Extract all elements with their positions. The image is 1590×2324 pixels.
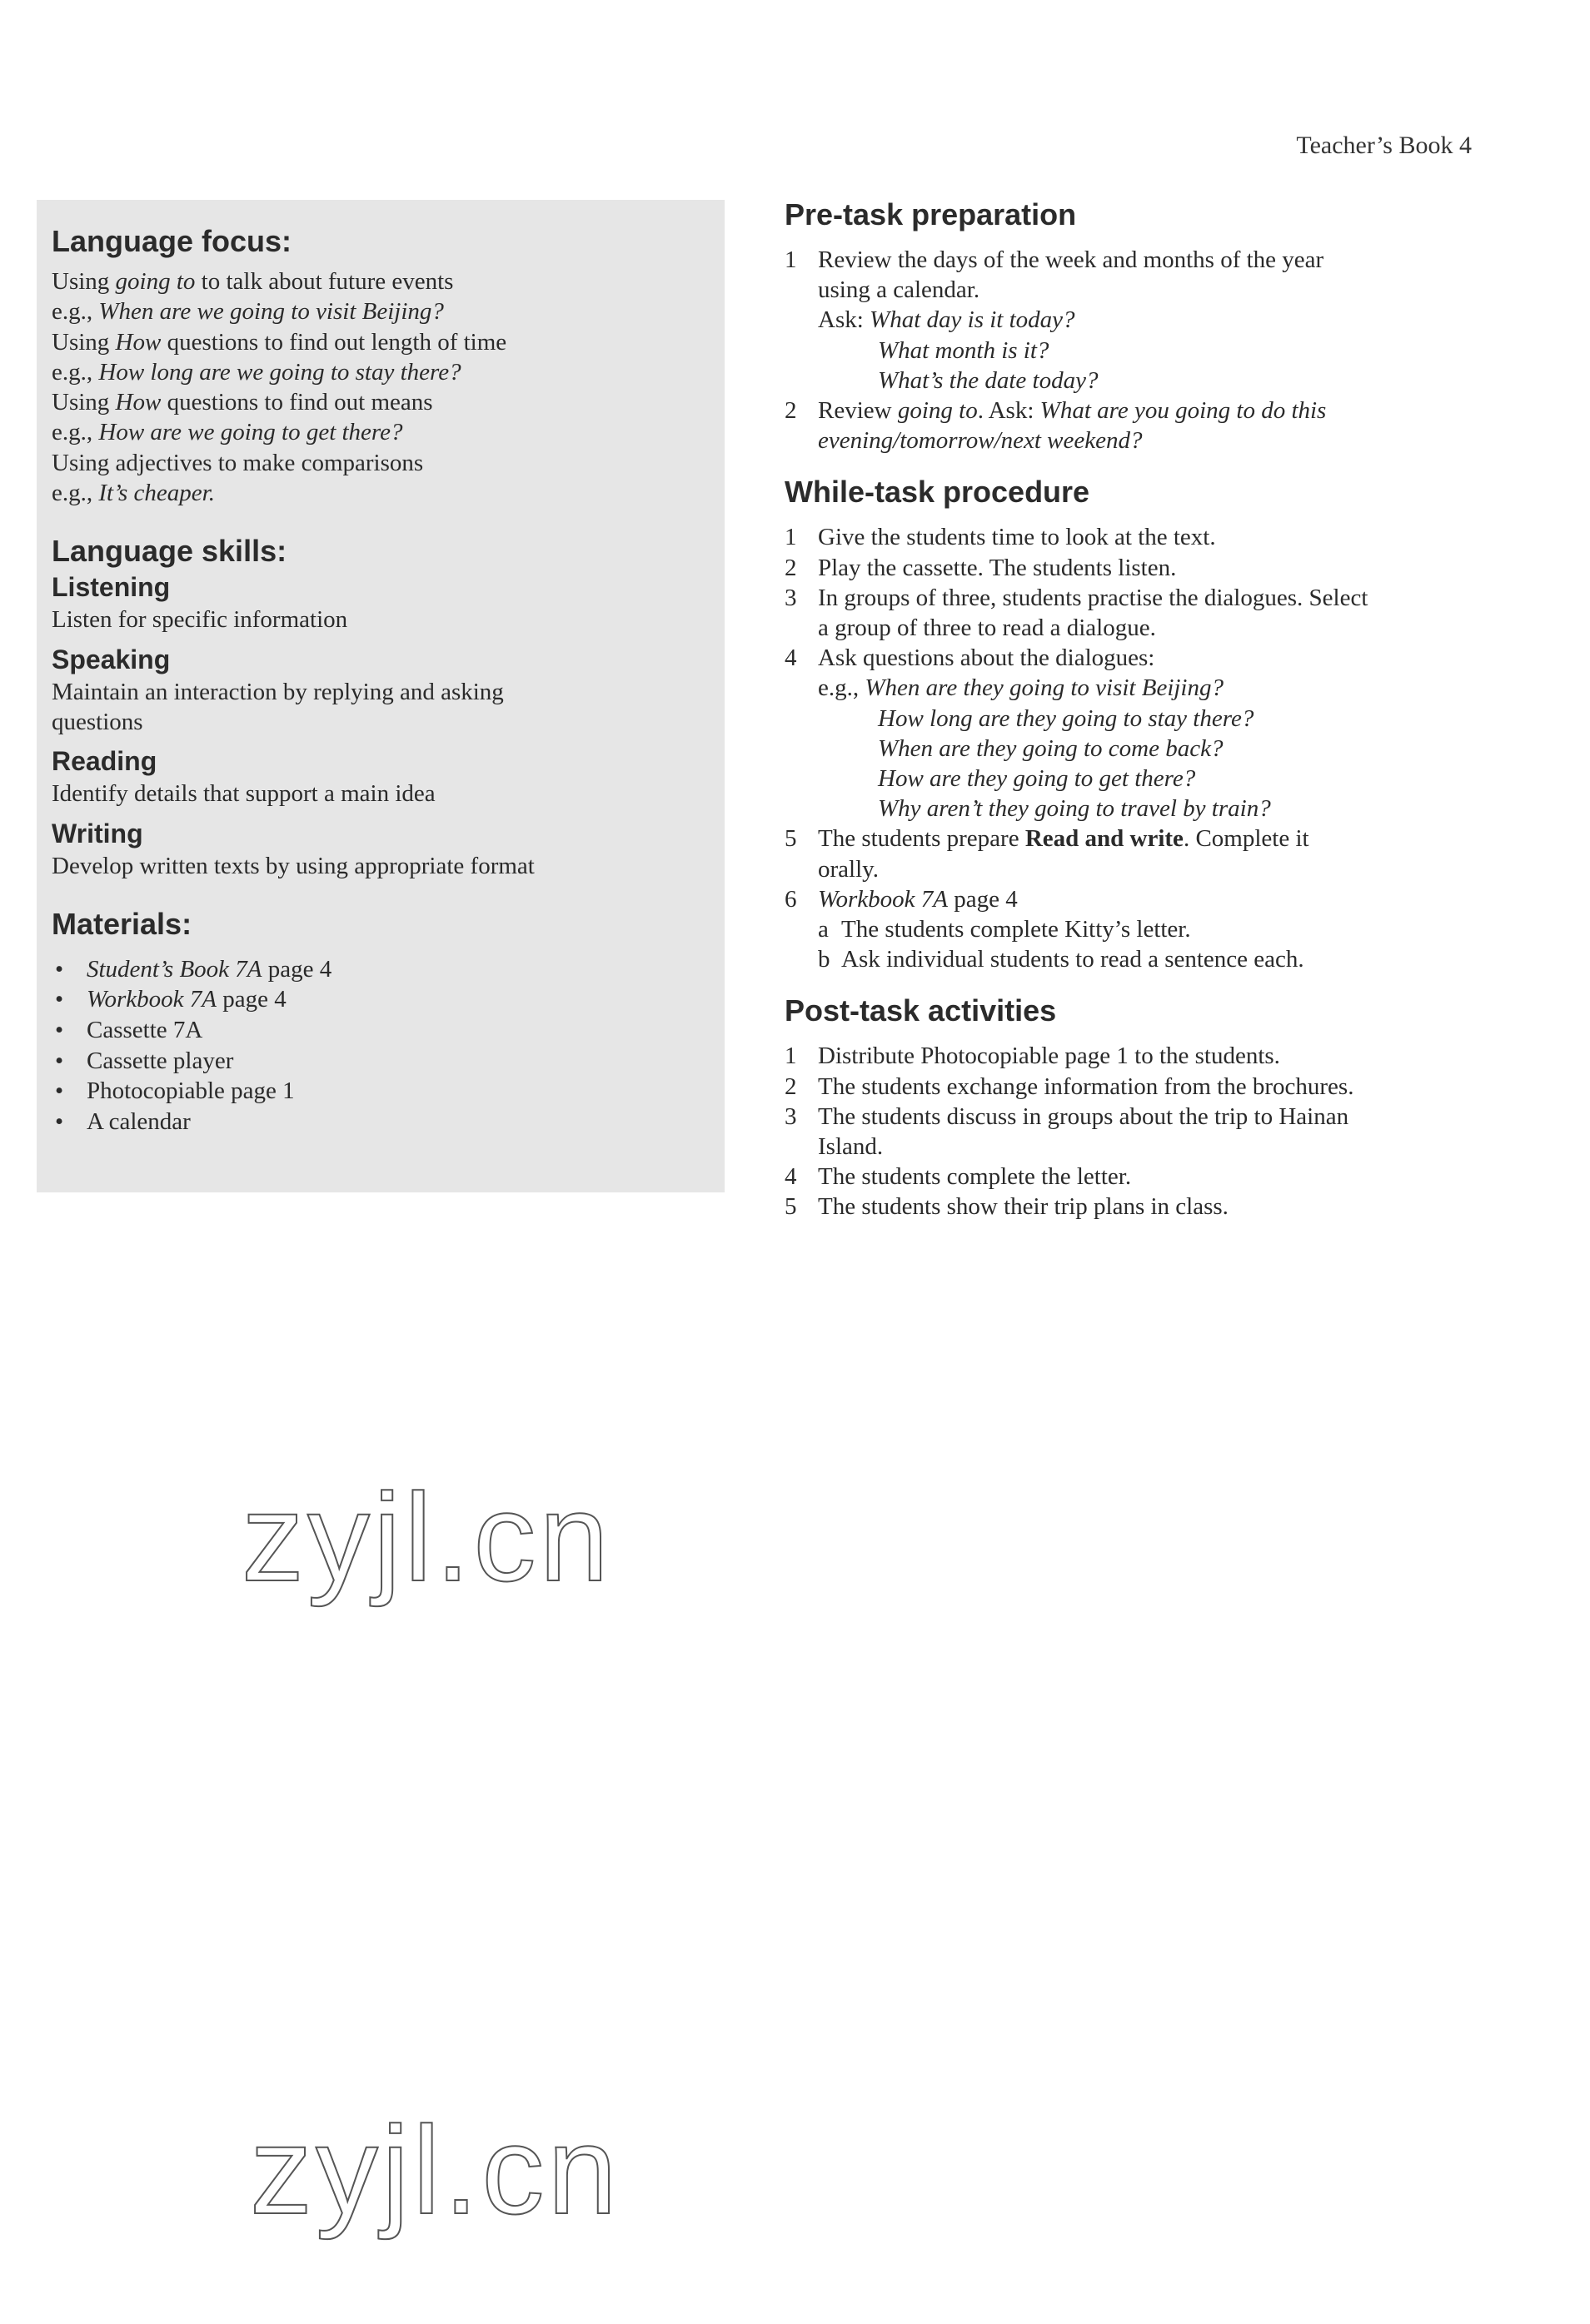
list-item: • Cassette player [52,1046,710,1077]
pre-task-title: Pre-task preparation [785,197,1077,231]
writing-title: Writing [52,818,143,848]
post-task-title: Post-task activities [785,993,1057,1028]
while-task-section [785,474,1493,974]
list-item: 3 In groups of three, students practise the dialogues. Select [785,584,1368,611]
ask-question: What month is it? [878,336,1049,364]
list-item: 3 The students discuss in groups about the trip to Hainan [785,1102,1349,1130]
listening-title: Listening [52,572,171,603]
main-column [785,197,1493,1241]
watermark-1: zyjl.cn [242,1467,612,1607]
list-item: • Workbook 7A page 4 [52,984,710,1015]
lf-line-1: Using going to to talk about future events [52,268,454,295]
list-item: 1 Review the days of the week and months of the year [785,246,1324,273]
list-item: 1 Distribute Photocopiable page 1 to the students. [785,1043,1280,1070]
eg-line: e.g., When are they going to visit Beijing? [818,674,1224,702]
materials-title: Materials: [52,906,192,941]
list-item: 4 The students complete the letter. [785,1163,1132,1191]
list-item: 5 The students prepare Read and write. Complete it [785,825,1309,853]
list-item: • Student’s Book 7A page 4 [52,954,710,985]
lf-line-5: Using How questions to find out means [52,389,433,416]
page-header: Teacher’s Book 4 [1296,132,1472,159]
list-item: 5 The students show their trip plans in class. [785,1193,1229,1221]
list-item-cont: using a calendar. [818,276,980,304]
writing-text: Develop written texts by using appropriate format [52,852,535,879]
ask-line: Ask: What day is it today? [818,306,1075,334]
lf-line-2: e.g., When are we going to visit Beijing? [52,298,444,326]
list-item: 2 The students exchange information from the brochures. [785,1072,1354,1100]
sub-item: a The students complete Kitty’s letter. [818,916,1191,943]
speaking-text-1: Maintain an interaction by replying and asking [52,678,504,705]
speaking-text-2: questions [52,708,143,735]
list-item: 1 Give the students time to look at the text. [785,524,1216,551]
lf-line-8: e.g., It’s cheaper. [52,480,215,507]
reading-title: Reading [52,746,157,777]
while-task-title: While-task procedure [785,475,1090,510]
language-skills-title: Language skills: [52,534,287,569]
question: When are they going to come back? [878,734,1224,762]
watermark-2: zyjl.cn [250,2100,621,2240]
question: Why aren’t they going to travel by train? [878,795,1271,823]
ask-question: What’s the date today? [878,366,1099,394]
list-item: 2 Review going to. Ask: What are you going to do this [785,397,1327,425]
lf-line-6: e.g., How are we going to get there? [52,419,403,446]
sub-item: b Ask individual students to read a sentence each. [818,946,1304,973]
list-item: 6 Workbook 7A page 4 [785,885,1018,913]
language-focus-title: Language focus: [52,224,292,258]
question: How are they going to get there? [878,765,1196,793]
list-item-cont: a group of three to read a dialogue. [818,615,1156,642]
reading-text: Identify details that support a main idea [52,780,436,808]
lf-line-4: e.g., How long are we going to stay there? [52,358,461,386]
post-task-section [785,993,1493,1222]
lf-line-7: Using adjectives to make comparisons [52,449,424,476]
list-item-cont: orally. [818,855,880,883]
question: How long are they going to stay there? [878,704,1254,732]
list-item: 4 Ask questions about the dialogues: [785,644,1155,672]
list-item-cont: evening/tomorrow/next weekend? [818,427,1143,455]
speaking-title: Speaking [52,644,171,674]
list-item: • Cassette 7A [52,1015,710,1046]
materials-list [52,954,710,1137]
listening-text: Listen for specific information [52,606,348,634]
list-item: • Photocopiable page 1 [52,1076,710,1107]
list-item-cont: Island. [818,1133,884,1161]
pre-task-section [785,197,1493,455]
list-item: • A calendar [52,1107,710,1137]
lf-line-3: Using How questions to find out length of time [52,328,507,356]
sidebar-box [37,200,725,1192]
list-item: 2 Play the cassette. The students listen. [785,554,1177,581]
